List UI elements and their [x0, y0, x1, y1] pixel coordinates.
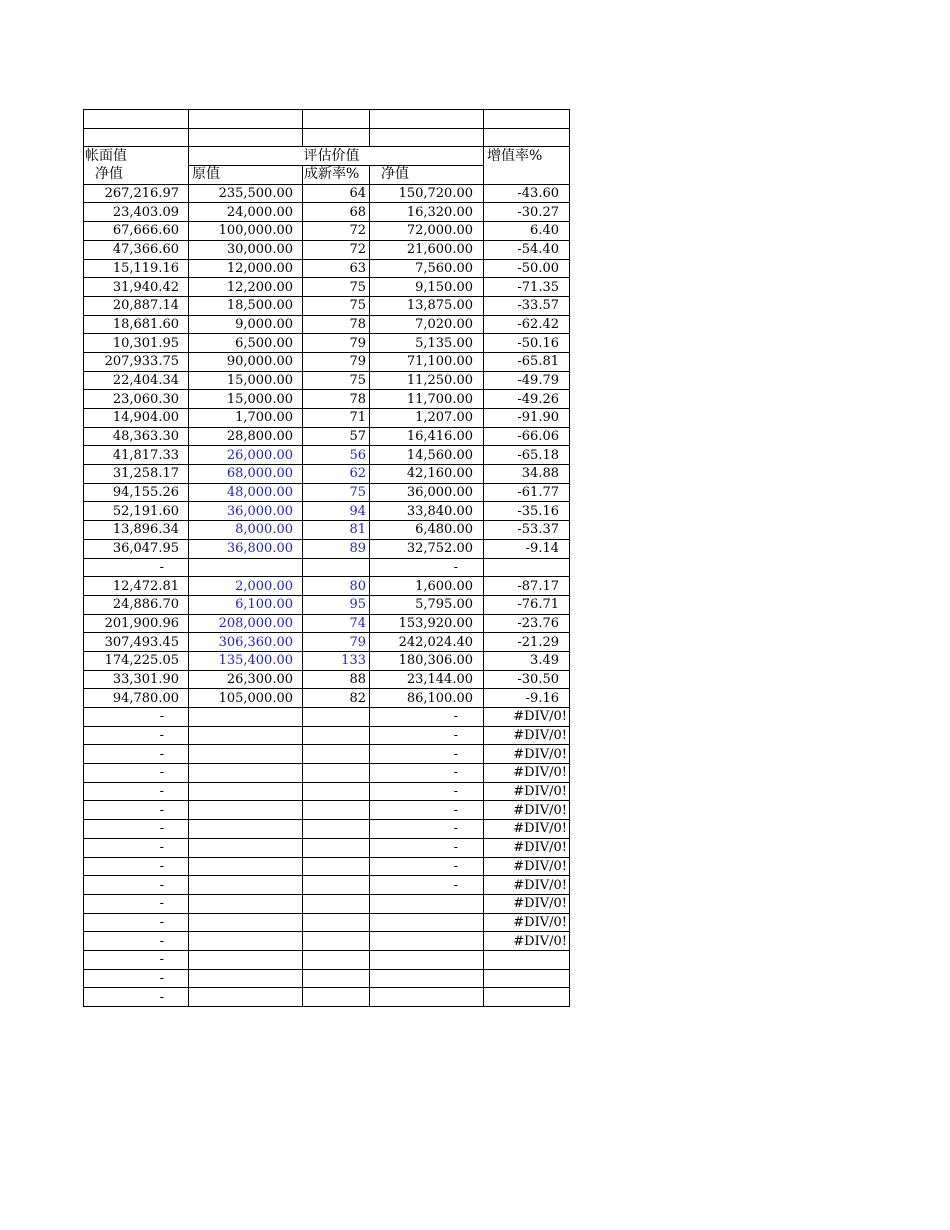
newness-rate-cell[interactable]: 75: [303, 483, 370, 502]
book-net-cell[interactable]: 24,886.70: [84, 595, 189, 614]
increase-rate-cell[interactable]: -21.29: [484, 633, 570, 652]
increase-rate-cell[interactable]: [484, 950, 570, 969]
table-row: [84, 278, 570, 297]
original-value-cell[interactable]: [189, 726, 303, 745]
newness-rate-cell[interactable]: 82: [303, 689, 370, 708]
original-value-cell[interactable]: 15,000.00: [189, 390, 303, 409]
increase-rate-cell[interactable]: -43.60: [484, 184, 570, 203]
original-value-cell[interactable]: 48,000.00: [189, 483, 303, 502]
original-value-cell[interactable]: 68,000.00: [189, 465, 303, 484]
increase-rate-cell[interactable]: 34.88: [484, 465, 570, 484]
appraised-net-cell[interactable]: 72,000.00: [370, 222, 484, 241]
table-row: [84, 465, 570, 484]
newness-rate-cell[interactable]: 71: [303, 409, 370, 428]
original-value-cell[interactable]: 6,500.00: [189, 334, 303, 353]
appraised-net-cell[interactable]: 42,160.00: [370, 465, 484, 484]
table-row: [84, 240, 570, 259]
newness-rate-cell[interactable]: 94: [303, 502, 370, 521]
increase-rate-cell[interactable]: -49.26: [484, 390, 570, 409]
appraised-net-cell[interactable]: 33,840.00: [370, 502, 484, 521]
book-net-cell[interactable]: 12,472.81: [84, 577, 189, 596]
appraised-net-cell[interactable]: 5,135.00: [370, 334, 484, 353]
appraised-net-cell[interactable]: 1,207.00: [370, 409, 484, 428]
increase-rate-cell[interactable]: 6.40: [484, 222, 570, 241]
increase-rate-cell[interactable]: [484, 558, 570, 577]
table-row: [84, 651, 570, 670]
table-row: [84, 203, 570, 222]
appraised-net-cell[interactable]: -: [370, 857, 484, 876]
table-row: [84, 950, 570, 969]
original-value-cell[interactable]: 12,200.00: [189, 278, 303, 297]
appraised-net-cell[interactable]: 11,250.00: [370, 371, 484, 390]
increase-rate-cell[interactable]: -62.42: [484, 315, 570, 334]
book-value-header[interactable]: 帐面值: [84, 147, 189, 166]
newness-rate-cell[interactable]: 72: [303, 240, 370, 259]
original-value-cell[interactable]: [189, 969, 303, 988]
original-value-cell[interactable]: [189, 558, 303, 577]
newness-rate-cell[interactable]: 75: [303, 371, 370, 390]
newness-rate-cell[interactable]: 75: [303, 296, 370, 315]
book-net-cell[interactable]: -: [84, 838, 189, 857]
original-value-cell[interactable]: 90,000.00: [189, 352, 303, 371]
increase-rate-cell[interactable]: -30.50: [484, 670, 570, 689]
increase-rate-cell[interactable]: -23.76: [484, 614, 570, 633]
newness-rate-cell[interactable]: 57: [303, 427, 370, 446]
table-row: [84, 614, 570, 633]
table-row: [84, 708, 570, 727]
appraised-net-cell[interactable]: 7,020.00: [370, 315, 484, 334]
blank-row: [84, 128, 570, 147]
valuation-table: [83, 109, 570, 1007]
increase-rate-header[interactable]: 增值率%: [484, 147, 570, 166]
book-net-cell[interactable]: -: [84, 894, 189, 913]
appraised-net-cell[interactable]: [370, 932, 484, 951]
book-net-cell[interactable]: -: [84, 745, 189, 764]
appraised-net-cell[interactable]: 16,320.00: [370, 203, 484, 222]
increase-rate-cell[interactable]: -65.18: [484, 446, 570, 465]
appraised-net-cell[interactable]: [370, 988, 484, 1007]
original-value-cell[interactable]: 100,000.00: [189, 222, 303, 241]
appraised-net-cell[interactable]: 150,720.00: [370, 184, 484, 203]
book-net-cell[interactable]: 94,155.26: [84, 483, 189, 502]
original-value-cell[interactable]: [189, 708, 303, 727]
appraised-value-header[interactable]: 评估价值: [303, 147, 370, 166]
appraised-net-cell[interactable]: 13,875.00: [370, 296, 484, 315]
increase-rate-cell[interactable]: #DIV/0!: [484, 857, 570, 876]
original-value-cell[interactable]: 235,500.00: [189, 184, 303, 203]
newness-rate-cell[interactable]: 81: [303, 521, 370, 540]
increase-rate-cell[interactable]: -33.57: [484, 296, 570, 315]
increase-rate-cell[interactable]: #DIV/0!: [484, 745, 570, 764]
book-net-cell[interactable]: 307,493.45: [84, 633, 189, 652]
increase-rate-cell[interactable]: #DIV/0!: [484, 801, 570, 820]
book-net-cell[interactable]: 41,817.33: [84, 446, 189, 465]
appraised-net-cell[interactable]: -: [370, 782, 484, 801]
newness-rate-cell[interactable]: 62: [303, 465, 370, 484]
original-value-cell[interactable]: [189, 876, 303, 895]
newness-rate-cell[interactable]: [303, 950, 370, 969]
increase-rate-cell[interactable]: -49.79: [484, 371, 570, 390]
book-net-cell[interactable]: 267,216.97: [84, 184, 189, 203]
newness-rate-cell[interactable]: [303, 782, 370, 801]
book-net-cell[interactable]: -: [84, 764, 189, 783]
appraised-span-right[interactable]: [370, 147, 484, 166]
appraised-net-cell[interactable]: [370, 969, 484, 988]
book-net-header[interactable]: 净值: [84, 166, 189, 185]
increase-rate-cell[interactable]: #DIV/0!: [484, 932, 570, 951]
book-net-cell[interactable]: 15,119.16: [84, 259, 189, 278]
original-value-header[interactable]: 原值: [189, 166, 303, 185]
increase-rate-cell[interactable]: #DIV/0!: [484, 838, 570, 857]
increase-rate-cell[interactable]: -50.16: [484, 334, 570, 353]
increase-rate-cell[interactable]: -9.14: [484, 539, 570, 558]
book-net-cell[interactable]: 31,258.17: [84, 465, 189, 484]
table-row: [84, 969, 570, 988]
increase-rate-cell[interactable]: -30.27: [484, 203, 570, 222]
book-net-cell[interactable]: 94,780.00: [84, 689, 189, 708]
book-net-cell[interactable]: -: [84, 857, 189, 876]
table-row: [84, 745, 570, 764]
original-value-cell[interactable]: [189, 764, 303, 783]
book-net-cell[interactable]: 201,900.96: [84, 614, 189, 633]
newness-rate-cell[interactable]: [303, 558, 370, 577]
appraised-span-left[interactable]: [189, 147, 303, 166]
appraised-net-cell[interactable]: 14,560.00: [370, 446, 484, 465]
increase-rate-cell[interactable]: #DIV/0!: [484, 913, 570, 932]
original-value-cell[interactable]: 6,100.00: [189, 595, 303, 614]
table-row: [84, 689, 570, 708]
newness-rate-cell[interactable]: 133: [303, 651, 370, 670]
book-net-cell[interactable]: 18,681.60: [84, 315, 189, 334]
appraised-net-cell[interactable]: 1,600.00: [370, 577, 484, 596]
table-row: [84, 427, 570, 446]
newness-rate-cell[interactable]: [303, 838, 370, 857]
newness-rate-cell[interactable]: 78: [303, 315, 370, 334]
original-value-cell[interactable]: 36,800.00: [189, 539, 303, 558]
original-value-cell[interactable]: 2,000.00: [189, 577, 303, 596]
appraised-net-cell[interactable]: [370, 913, 484, 932]
increase-rate-cell[interactable]: -53.37: [484, 521, 570, 540]
increase-rate-cell[interactable]: -91.90: [484, 409, 570, 428]
table-row: [84, 409, 570, 428]
increase-rate-cell[interactable]: -65.81: [484, 352, 570, 371]
newness-rate-cell[interactable]: [303, 745, 370, 764]
original-value-cell[interactable]: 24,000.00: [189, 203, 303, 222]
original-value-cell[interactable]: 18,500.00: [189, 296, 303, 315]
original-value-cell[interactable]: [189, 894, 303, 913]
increase-rate-cell[interactable]: -66.06: [484, 427, 570, 446]
appraised-net-cell[interactable]: -: [370, 745, 484, 764]
original-value-cell[interactable]: 15,000.00: [189, 371, 303, 390]
table-row: [84, 259, 570, 278]
newness-rate-cell[interactable]: [303, 969, 370, 988]
book-net-cell[interactable]: -: [84, 558, 189, 577]
increase-rate-cell[interactable]: #DIV/0!: [484, 894, 570, 913]
newness-rate-cell[interactable]: [303, 876, 370, 895]
appraised-net-cell[interactable]: [370, 894, 484, 913]
appraised-net-cell[interactable]: 9,150.00: [370, 278, 484, 297]
newness-rate-cell[interactable]: [303, 726, 370, 745]
table-row: [84, 894, 570, 913]
book-net-cell[interactable]: 67,666.60: [84, 222, 189, 241]
book-net-cell[interactable]: 13,896.34: [84, 521, 189, 540]
table-row: [84, 521, 570, 540]
book-net-cell[interactable]: 36,047.95: [84, 539, 189, 558]
increase-rate-cell[interactable]: #DIV/0!: [484, 726, 570, 745]
newness-rate-cell[interactable]: 78: [303, 390, 370, 409]
table-row: [84, 352, 570, 371]
original-value-cell[interactable]: [189, 801, 303, 820]
table-row: [84, 371, 570, 390]
newness-rate-cell[interactable]: 64: [303, 184, 370, 203]
book-net-cell[interactable]: 47,366.60: [84, 240, 189, 259]
newness-rate-cell[interactable]: 79: [303, 633, 370, 652]
table-row: [84, 857, 570, 876]
book-net-cell[interactable]: 48,363.30: [84, 427, 189, 446]
book-net-cell[interactable]: 52,191.60: [84, 502, 189, 521]
table-row: [84, 913, 570, 932]
table-row: [84, 782, 570, 801]
increase-rate-cell[interactable]: 3.49: [484, 651, 570, 670]
original-value-cell[interactable]: 306,360.00: [189, 633, 303, 652]
blank-row: [84, 110, 570, 129]
table-row: [84, 876, 570, 895]
increase-rate-cell[interactable]: [484, 969, 570, 988]
increase-rate-cell[interactable]: -61.77: [484, 483, 570, 502]
original-value-cell[interactable]: [189, 745, 303, 764]
appraised-net-cell[interactable]: -: [370, 876, 484, 895]
book-net-cell[interactable]: 174,225.05: [84, 651, 189, 670]
table-row: [84, 446, 570, 465]
book-net-cell[interactable]: -: [84, 932, 189, 951]
appraised-net-cell[interactable]: -: [370, 838, 484, 857]
appraised-net-cell[interactable]: 6,480.00: [370, 521, 484, 540]
table-row: [84, 595, 570, 614]
appraised-net-cell[interactable]: 21,600.00: [370, 240, 484, 259]
appraised-net-cell[interactable]: 7,560.00: [370, 259, 484, 278]
original-value-cell[interactable]: 9,000.00: [189, 315, 303, 334]
appraised-net-header[interactable]: 净值: [370, 166, 484, 185]
newness-rate-cell[interactable]: 88: [303, 670, 370, 689]
appraised-net-cell[interactable]: -: [370, 708, 484, 727]
appraised-net-cell[interactable]: 16,416.00: [370, 427, 484, 446]
table-row: [84, 577, 570, 596]
newness-rate-cell[interactable]: [303, 932, 370, 951]
original-value-cell[interactable]: [189, 988, 303, 1007]
appraised-net-cell[interactable]: -: [370, 820, 484, 839]
original-value-cell[interactable]: [189, 782, 303, 801]
newness-rate-cell[interactable]: 75: [303, 278, 370, 297]
table-row: [84, 764, 570, 783]
book-net-cell[interactable]: 23,403.09: [84, 203, 189, 222]
original-value-cell[interactable]: 135,400.00: [189, 651, 303, 670]
original-value-cell[interactable]: 208,000.00: [189, 614, 303, 633]
table-row: [84, 801, 570, 820]
book-net-cell[interactable]: 14,904.00: [84, 409, 189, 428]
table-row: [84, 726, 570, 745]
appraised-net-cell[interactable]: -: [370, 801, 484, 820]
appraised-net-cell[interactable]: 242,024.40: [370, 633, 484, 652]
table-row: [84, 334, 570, 353]
original-value-cell[interactable]: 30,000.00: [189, 240, 303, 259]
newness-rate-cell[interactable]: [303, 764, 370, 783]
newness-rate-cell[interactable]: 80: [303, 577, 370, 596]
table-row: [84, 670, 570, 689]
original-value-cell[interactable]: [189, 950, 303, 969]
book-net-cell[interactable]: -: [84, 876, 189, 895]
original-value-cell[interactable]: 105,000.00: [189, 689, 303, 708]
appraised-net-cell[interactable]: -: [370, 764, 484, 783]
book-net-cell[interactable]: -: [84, 820, 189, 839]
original-value-cell[interactable]: [189, 820, 303, 839]
book-net-cell[interactable]: 10,301.95: [84, 334, 189, 353]
appraised-net-cell[interactable]: 5,795.00: [370, 595, 484, 614]
newness-rate-cell[interactable]: 68: [303, 203, 370, 222]
appraised-net-cell[interactable]: [370, 950, 484, 969]
newness-rate-cell[interactable]: [303, 913, 370, 932]
appraised-net-cell[interactable]: -: [370, 558, 484, 577]
newness-rate-cell[interactable]: [303, 857, 370, 876]
increase-rate-cell[interactable]: -54.40: [484, 240, 570, 259]
increase-rate-cell[interactable]: -50.00: [484, 259, 570, 278]
table-row: [84, 988, 570, 1007]
increase-rate-cell[interactable]: #DIV/0!: [484, 708, 570, 727]
original-value-cell[interactable]: 8,000.00: [189, 521, 303, 540]
appraised-net-cell[interactable]: -: [370, 726, 484, 745]
newness-rate-cell[interactable]: [303, 894, 370, 913]
original-value-cell[interactable]: 26,300.00: [189, 670, 303, 689]
newness-rate-cell[interactable]: 63: [303, 259, 370, 278]
table-row: [84, 184, 570, 203]
table-row: [84, 633, 570, 652]
increase-rate-cell[interactable]: [484, 988, 570, 1007]
book-net-cell[interactable]: 20,887.14: [84, 296, 189, 315]
increase-rate-cell[interactable]: #DIV/0!: [484, 876, 570, 895]
table-row: [84, 820, 570, 839]
original-value-cell[interactable]: [189, 857, 303, 876]
book-net-cell[interactable]: -: [84, 782, 189, 801]
appraised-net-cell[interactable]: 86,100.00: [370, 689, 484, 708]
book-net-cell[interactable]: -: [84, 726, 189, 745]
table-row: [84, 838, 570, 857]
appraised-net-cell[interactable]: 71,100.00: [370, 352, 484, 371]
newness-rate-cell[interactable]: [303, 988, 370, 1007]
book-net-cell[interactable]: -: [84, 988, 189, 1007]
newness-rate-cell[interactable]: [303, 801, 370, 820]
table-row: [84, 502, 570, 521]
original-value-cell[interactable]: [189, 913, 303, 932]
book-net-cell[interactable]: -: [84, 969, 189, 988]
appraised-net-cell[interactable]: 23,144.00: [370, 670, 484, 689]
book-net-cell[interactable]: -: [84, 913, 189, 932]
original-value-cell[interactable]: 12,000.00: [189, 259, 303, 278]
table-row: [84, 558, 570, 577]
table-row: [84, 932, 570, 951]
newness-rate-cell[interactable]: 79: [303, 352, 370, 371]
book-net-cell[interactable]: 31,940.42: [84, 278, 189, 297]
increase-rate-cell[interactable]: -76.71: [484, 595, 570, 614]
original-value-cell[interactable]: [189, 932, 303, 951]
book-net-cell[interactable]: -: [84, 801, 189, 820]
original-value-cell[interactable]: 1,700.00: [189, 409, 303, 428]
newness-rate-cell[interactable]: [303, 708, 370, 727]
table-row: [84, 222, 570, 241]
original-value-cell[interactable]: 26,000.00: [189, 446, 303, 465]
appraised-net-cell[interactable]: 32,752.00: [370, 539, 484, 558]
appraised-net-cell[interactable]: 11,700.00: [370, 390, 484, 409]
increase-rate-subheader[interactable]: [484, 166, 570, 185]
increase-rate-cell[interactable]: -9.16: [484, 689, 570, 708]
increase-rate-cell[interactable]: -35.16: [484, 502, 570, 521]
book-net-cell[interactable]: 207,933.75: [84, 352, 189, 371]
increase-rate-cell[interactable]: #DIV/0!: [484, 764, 570, 783]
original-value-cell[interactable]: 28,800.00: [189, 427, 303, 446]
appraised-net-cell[interactable]: 153,920.00: [370, 614, 484, 633]
original-value-cell[interactable]: 36,000.00: [189, 502, 303, 521]
appraised-net-cell[interactable]: 180,306.00: [370, 651, 484, 670]
newness-rate-cell[interactable]: 74: [303, 614, 370, 633]
header-row-1: [84, 147, 570, 166]
book-net-cell[interactable]: 23,060.30: [84, 390, 189, 409]
newness-rate-cell[interactable]: 72: [303, 222, 370, 241]
book-net-cell[interactable]: 22,404.34: [84, 371, 189, 390]
newness-rate-cell[interactable]: 79: [303, 334, 370, 353]
increase-rate-cell[interactable]: #DIV/0!: [484, 820, 570, 839]
book-net-cell[interactable]: -: [84, 950, 189, 969]
header-row-2: [84, 166, 570, 185]
increase-rate-cell[interactable]: -71.35: [484, 278, 570, 297]
newness-rate-cell[interactable]: [303, 820, 370, 839]
table-row: [84, 390, 570, 409]
original-value-cell[interactable]: [189, 838, 303, 857]
table-row: [84, 483, 570, 502]
appraised-net-cell[interactable]: 36,000.00: [370, 483, 484, 502]
table-row: [84, 296, 570, 315]
newness-rate-cell[interactable]: 89: [303, 539, 370, 558]
increase-rate-cell[interactable]: #DIV/0!: [484, 782, 570, 801]
newness-rate-header[interactable]: 成新率%: [303, 166, 370, 185]
table-row: [84, 315, 570, 334]
book-net-cell[interactable]: -: [84, 708, 189, 727]
newness-rate-cell[interactable]: 56: [303, 446, 370, 465]
newness-rate-cell[interactable]: 95: [303, 595, 370, 614]
book-net-cell[interactable]: 33,301.90: [84, 670, 189, 689]
table-row: [84, 539, 570, 558]
increase-rate-cell[interactable]: -87.17: [484, 577, 570, 596]
